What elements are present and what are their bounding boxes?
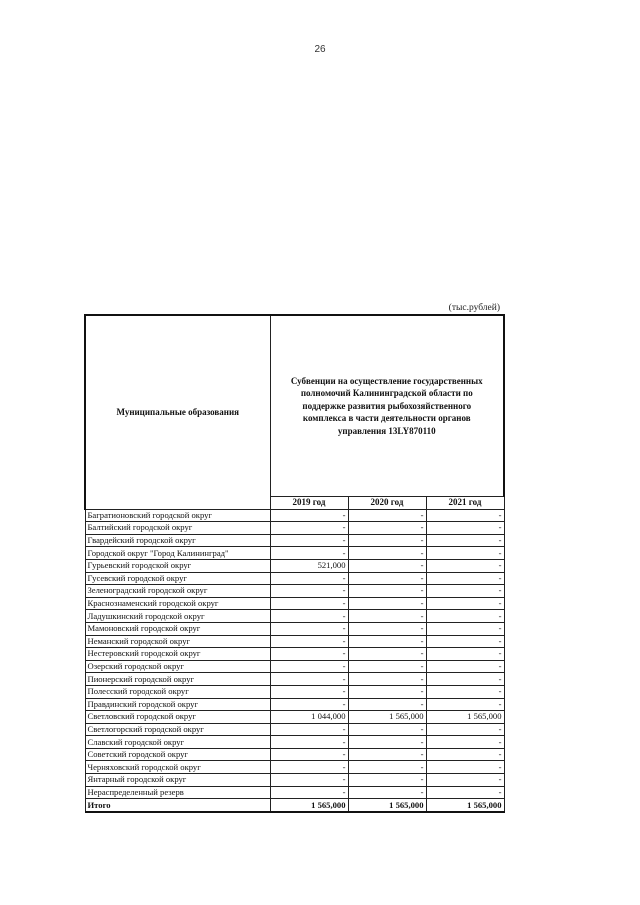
municipality-name: Зеленоградский городской округ xyxy=(85,585,270,598)
value-cell-2019: - xyxy=(270,748,348,761)
municipality-name: Янтарный городской округ xyxy=(85,774,270,787)
value-cell-2020: 1 565,000 xyxy=(348,799,426,812)
table-row xyxy=(85,559,504,572)
value-cell-2021: - xyxy=(426,761,504,774)
value-cell-2021: - xyxy=(426,547,504,560)
municipality-name: Советский городской округ xyxy=(85,748,270,761)
value-cell-2019: - xyxy=(270,597,348,610)
value-cell-2019: - xyxy=(270,610,348,623)
table-row xyxy=(85,522,504,535)
value-cell-2021: - xyxy=(426,748,504,761)
subsidy-header: Субвенции на осуществление государственных полномочий Калининградской области по поддержке развития рыбохозяйственного комплекса в части деятельности органов управления 13LY870110 xyxy=(270,315,504,497)
value-cell-2019: - xyxy=(270,572,348,585)
value-cell-2019: - xyxy=(270,774,348,787)
table-row xyxy=(85,547,504,560)
municipality-name: Правдинский городской округ xyxy=(85,698,270,711)
value-cell-2019: - xyxy=(270,673,348,686)
value-cell-2020: - xyxy=(348,761,426,774)
value-cell-2019: - xyxy=(270,736,348,749)
total-row xyxy=(85,799,504,812)
municipality-name: Мамоновский городской округ xyxy=(85,622,270,635)
value-cell-2021: 1 565,000 xyxy=(426,799,504,812)
page-number: 26 xyxy=(314,44,326,55)
value-cell-2019: - xyxy=(270,522,348,535)
value-cell-2020: - xyxy=(348,522,426,535)
value-cell-2021: - xyxy=(426,509,504,522)
value-cell-2021: 1 565,000 xyxy=(426,711,504,724)
value-cell-2020: - xyxy=(348,673,426,686)
table-row xyxy=(85,585,504,598)
value-cell-2020: - xyxy=(348,723,426,736)
municipality-name: Гвардейский городской округ xyxy=(85,534,270,547)
table-row xyxy=(85,597,504,610)
value-cell-2019: - xyxy=(270,660,348,673)
value-cell-2020: - xyxy=(348,597,426,610)
value-cell-2020: - xyxy=(348,786,426,799)
table-row xyxy=(85,534,504,547)
value-cell-2021: - xyxy=(426,559,504,572)
value-cell-2019: - xyxy=(270,547,348,560)
municipality-name: Полесский городской округ xyxy=(85,685,270,698)
value-cell-2019: - xyxy=(270,786,348,799)
value-cell-2021: - xyxy=(426,786,504,799)
table-row xyxy=(85,748,504,761)
value-cell-2019: - xyxy=(270,685,348,698)
municipality-name: Неманский городской округ xyxy=(85,635,270,648)
table-row xyxy=(85,786,504,799)
municipality-name: Нераспределенный резерв xyxy=(85,786,270,799)
value-cell-2019: - xyxy=(270,761,348,774)
value-cell-2021: - xyxy=(426,572,504,585)
value-cell-2019: - xyxy=(270,723,348,736)
municipality-name: Славский городской округ xyxy=(85,736,270,749)
value-cell-2020: - xyxy=(348,648,426,661)
value-cell-2021: - xyxy=(426,673,504,686)
municipality-name: Пионерский городской округ xyxy=(85,673,270,686)
municipality-name: Нестеровский городской округ xyxy=(85,648,270,661)
municipality-name: Светловский городской округ xyxy=(85,711,270,724)
value-cell-2020: - xyxy=(348,534,426,547)
value-cell-2020: - xyxy=(348,547,426,560)
value-cell-2019: - xyxy=(270,698,348,711)
municipality-name: Городской округ "Город Калининград" xyxy=(85,547,270,560)
value-cell-2020: - xyxy=(348,774,426,787)
year-header-2020: 2020 год xyxy=(348,497,426,510)
value-cell-2021: - xyxy=(426,660,504,673)
value-cell-2020: - xyxy=(348,748,426,761)
table-row xyxy=(85,685,504,698)
table-row xyxy=(85,610,504,623)
value-cell-2020: - xyxy=(348,660,426,673)
value-cell-2019: - xyxy=(270,648,348,661)
table-row xyxy=(85,660,504,673)
value-cell-2021: - xyxy=(426,648,504,661)
total-label: Итого xyxy=(85,799,270,812)
value-cell-2019: - xyxy=(270,585,348,598)
table-row xyxy=(85,698,504,711)
value-cell-2020: - xyxy=(348,622,426,635)
value-cell-2019: - xyxy=(270,635,348,648)
municipality-name: Светлогорский городской округ xyxy=(85,723,270,736)
municipality-name: Балтийский городской округ xyxy=(85,522,270,535)
municipality-header: Муниципальные образования xyxy=(85,315,270,509)
table-row xyxy=(85,635,504,648)
municipality-name: Гурьевский городской округ xyxy=(85,559,270,572)
municipality-name: Черняховский городской округ xyxy=(85,761,270,774)
municipality-name: Озерский городской округ xyxy=(85,660,270,673)
value-cell-2020: - xyxy=(348,685,426,698)
value-cell-2020: - xyxy=(348,610,426,623)
value-cell-2020: - xyxy=(348,736,426,749)
table-row xyxy=(85,723,504,736)
value-cell-2021: - xyxy=(426,635,504,648)
units-label: (тыс.рублей) xyxy=(448,303,500,313)
value-cell-2019: 1 044,000 xyxy=(270,711,348,724)
table-row xyxy=(85,761,504,774)
table-row xyxy=(85,774,504,787)
value-cell-2021: - xyxy=(426,736,504,749)
table-row xyxy=(85,572,504,585)
value-cell-2020: - xyxy=(348,585,426,598)
value-cell-2019: 521,000 xyxy=(270,559,348,572)
value-cell-2020: 1 565,000 xyxy=(348,711,426,724)
value-cell-2021: - xyxy=(426,534,504,547)
value-cell-2019: 1 565,000 xyxy=(270,799,348,812)
value-cell-2020: - xyxy=(348,635,426,648)
table-row xyxy=(85,673,504,686)
value-cell-2021: - xyxy=(426,685,504,698)
value-cell-2020: - xyxy=(348,509,426,522)
table-row xyxy=(85,648,504,661)
municipality-name: Багратионовский городской округ xyxy=(85,509,270,522)
value-cell-2021: - xyxy=(426,774,504,787)
year-header-2019: 2019 год xyxy=(270,497,348,510)
table-row xyxy=(85,509,504,522)
value-cell-2020: - xyxy=(348,559,426,572)
value-cell-2019: - xyxy=(270,622,348,635)
value-cell-2021: - xyxy=(426,597,504,610)
value-cell-2020: - xyxy=(348,698,426,711)
subsidy-table xyxy=(84,314,505,813)
value-cell-2021: - xyxy=(426,522,504,535)
value-cell-2019: - xyxy=(270,534,348,547)
table-row xyxy=(85,622,504,635)
value-cell-2020: - xyxy=(348,572,426,585)
table-row xyxy=(85,736,504,749)
year-header-2021: 2021 год xyxy=(426,497,504,510)
municipality-name: Ладушкинский городской округ xyxy=(85,610,270,623)
municipality-name: Краснознаменский городской округ xyxy=(85,597,270,610)
value-cell-2021: - xyxy=(426,723,504,736)
value-cell-2021: - xyxy=(426,585,504,598)
value-cell-2021: - xyxy=(426,698,504,711)
municipality-name: Гусевский городской округ xyxy=(85,572,270,585)
value-cell-2019: - xyxy=(270,509,348,522)
value-cell-2021: - xyxy=(426,610,504,623)
table-row xyxy=(85,711,504,724)
value-cell-2021: - xyxy=(426,622,504,635)
